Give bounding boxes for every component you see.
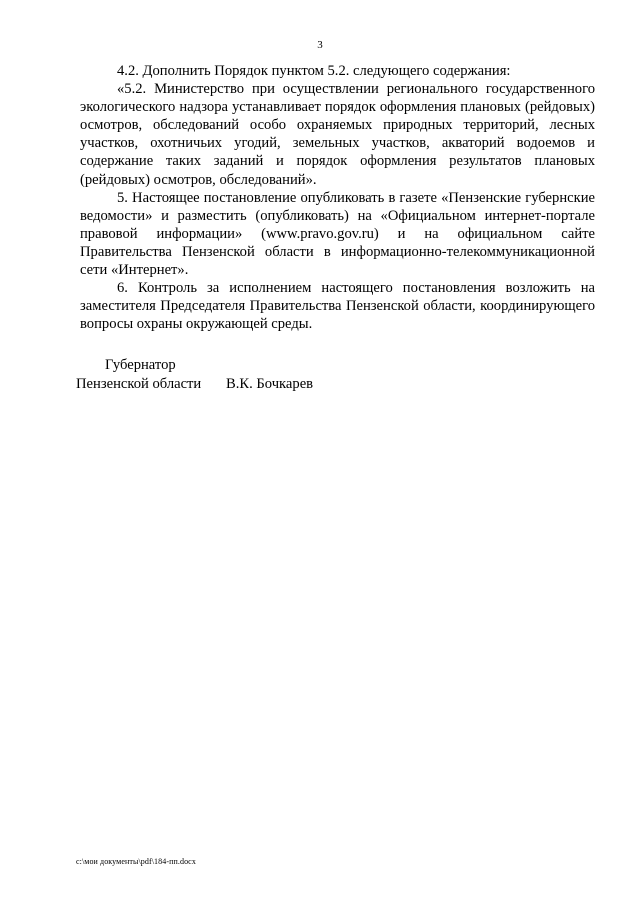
page-number: 3 <box>317 39 323 51</box>
footer-file-path: c:\мои документы\pdf\184-пп.docx <box>76 857 196 866</box>
paragraph-6: 6. Контроль за исполнением настоящего постановления возложить на заместителя Председателя Правительства Пензенской области, координирующего вопросы охраны окружающей среды. <box>80 280 595 333</box>
signature-row <box>76 375 476 394</box>
document-body <box>80 62 595 333</box>
paragraph-5-2-quote: «5.2. Министерство при осуществлении регионального государственного экологического надзора устанавливает порядок оформления плановых (рейдовых) осмотров, обследований особо охраняемых природных территорий, лесных участков, охотничьих угодий, земельных участков, акваторий водоемов и содержание таких заданий и порядок оформления результатов плановых (рейдовых) осмотров, обследований». <box>80 81 595 188</box>
signature-name: В.К. Бочкарев <box>226 376 314 392</box>
paragraph-4-2: 4.2. Дополнить Порядок пунктом 5.2. следующего содержания: <box>117 63 511 79</box>
paragraph-5: 5. Настоящее постановление опубликовать в газете «Пензенские губернские ведомости» и разместить (опубликовать) на «Официальном интернет-портале правовой информации» (www.pravo.gov.ru) и на официальном сайте Правительства Пензенской области в информационно-телекоммуникационной сети «Интернет». <box>80 189 595 279</box>
signature-block <box>76 356 476 394</box>
signature-title: Губернатор <box>105 357 176 373</box>
signature-region: Пензенской области <box>76 376 202 392</box>
